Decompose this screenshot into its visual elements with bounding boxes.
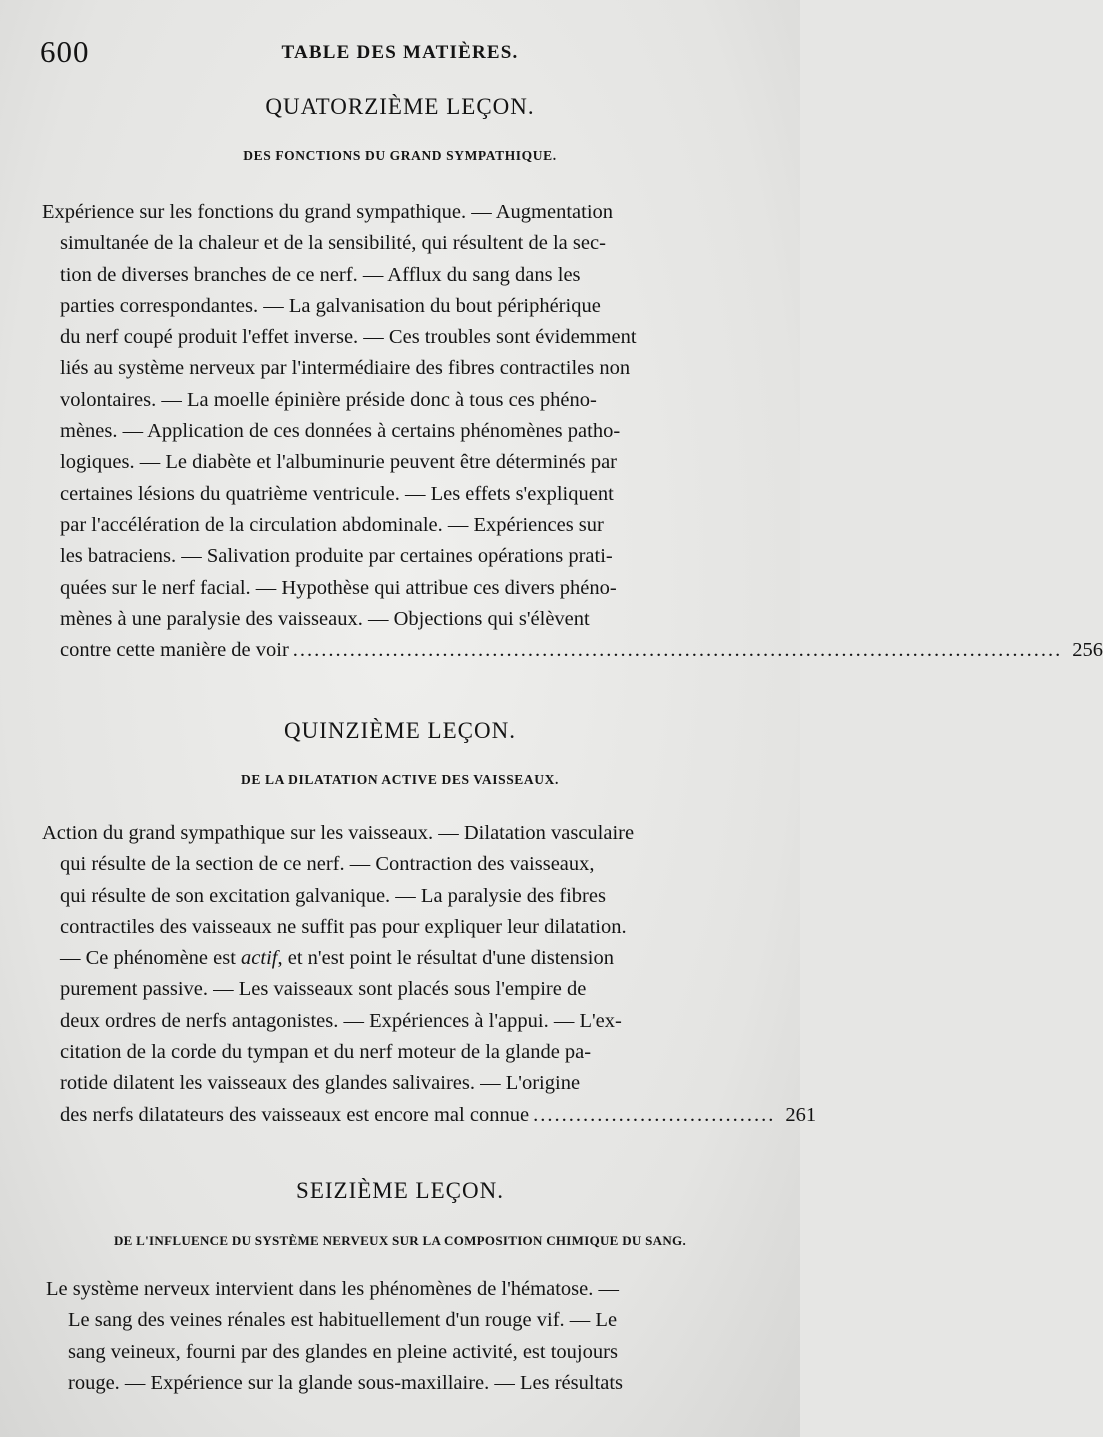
text-line: sang veineux, fourni par des glandes en pleine activité, est toujours [68, 1340, 618, 1363]
text-line: purement passive. — Les vaisseaux sont placés sous l'empire de [60, 978, 587, 1001]
text-line: rouge. — Expérience sur la glande sous-maxillaire. — Les résultats [68, 1371, 624, 1394]
toc-entry-last-line [40, 1100, 817, 1131]
lesson-title-15: QUINZIÈME LEÇON. [284, 718, 516, 743]
text-line: quées sur le nerf facial. — Hypothèse qui attribue ces divers phéno- [60, 576, 617, 599]
text-line: certaines lésions du quatrième ventricule. — Les effets s'expliquent [60, 482, 614, 505]
text-line: volontaires. — La moelle épinière préside donc à tous ces phéno- [60, 388, 597, 411]
text-line: les batraciens. — Salivation produite par certaines opérations prati- [60, 545, 613, 568]
text-line: Le système nerveux intervient dans les phénomènes de l'hématose. — [46, 1278, 619, 1300]
dot-leader: .................................. [533, 1103, 776, 1126]
text-line: mènes. — Application de ces données à certains phénomènes patho- [60, 420, 621, 443]
lesson-title-16: SEIZIÈME LEÇON. [296, 1178, 504, 1203]
text-line-with-italic [40, 943, 760, 974]
text-segment: — Ce phénomène est [60, 947, 242, 970]
text-segment: , et n'est point le résultat d'une distension [277, 947, 614, 970]
text-line: parties correspondantes. — La galvanisation du bout périphérique [60, 294, 601, 317]
lesson-subtitle-15: DE LA DILATATION ACTIVE DES VAISSEAUX. [241, 772, 559, 787]
text-line: qui résulte de son excitation galvanique. — La paralysie des fibres [60, 884, 606, 907]
text-line: Le sang des veines rénales est habituellement d'un rouge vif. — Le [68, 1309, 618, 1332]
lesson-title-14: QUATORZIÈME LEÇON. [265, 94, 535, 119]
summary-paragraph-14 [40, 197, 1103, 666]
text-line: simultanée de la chaleur et de la sensibilité, qui résultent de la sec- [60, 232, 606, 255]
text-line: deux ordres de nerfs antagonistes. — Expériences à l'appui. — L'ex- [60, 1009, 622, 1032]
italic-word: actif [241, 947, 278, 970]
text-line: contre cette manière de voir [60, 639, 289, 662]
text-line: du nerf coupé produit l'effet inverse. — Ces troubles sont évidemment [60, 326, 637, 349]
page-reference: 256 [1072, 639, 1103, 662]
text-line: Expérience sur les fonctions du grand sympathique. — Augmentation [42, 201, 614, 223]
toc-entry-last-line [40, 635, 1103, 666]
summary-paragraph-15 [40, 818, 817, 1131]
text-line: des nerfs dilatateurs des vaisseaux est encore mal connue [60, 1103, 530, 1126]
text-line: rotide dilatent les vaisseaux des glandes salivaires. — L'origine [60, 1072, 581, 1095]
text-line: tion de diverses branches de ce nerf. — Afflux du sang dans les [60, 263, 581, 286]
text-line: mènes à une paralysie des vaisseaux. — Objections qui s'élèvent [60, 607, 590, 630]
dot-leader: ............................................................................................................ [292, 639, 1063, 662]
page-number: 600 [40, 34, 90, 69]
text-line: Action du grand sympathique sur les vaisseaux. — Dilatation vasculaire [42, 822, 635, 844]
lesson-subtitle-16: DE L'INFLUENCE DU SYSTÈME NERVEUX SUR LA COMPOSITION CHIMIQUE DU SANG. [113, 1233, 687, 1248]
text-line: qui résulte de la section de ce nerf. — Contraction des vaisseaux, [60, 853, 595, 876]
lesson-subtitle-14: DES FONCTIONS DU GRAND SYMPATHIQUE. [243, 148, 557, 163]
text-line: citation de la corde du tympan et du nerf moteur de la glande pa- [60, 1041, 592, 1064]
text-line: par l'accélération de la circulation abdominale. — Expériences sur [60, 513, 604, 536]
page-reference: 261 [785, 1103, 817, 1126]
text-line: liés au système nerveux par l'intermédiaire des fibres contractiles non [60, 357, 631, 380]
text-line: contractiles des vaisseaux ne suffit pas pour expliquer leur dilatation. [60, 915, 627, 938]
summary-paragraph-16 [40, 1274, 760, 1399]
page-header [40, 34, 760, 74]
running-title: TABLE DES MATIÈRES. [281, 42, 519, 63]
text-line: logiques. — Le diabète et l'albuminurie peuvent être déterminés par [60, 451, 617, 474]
